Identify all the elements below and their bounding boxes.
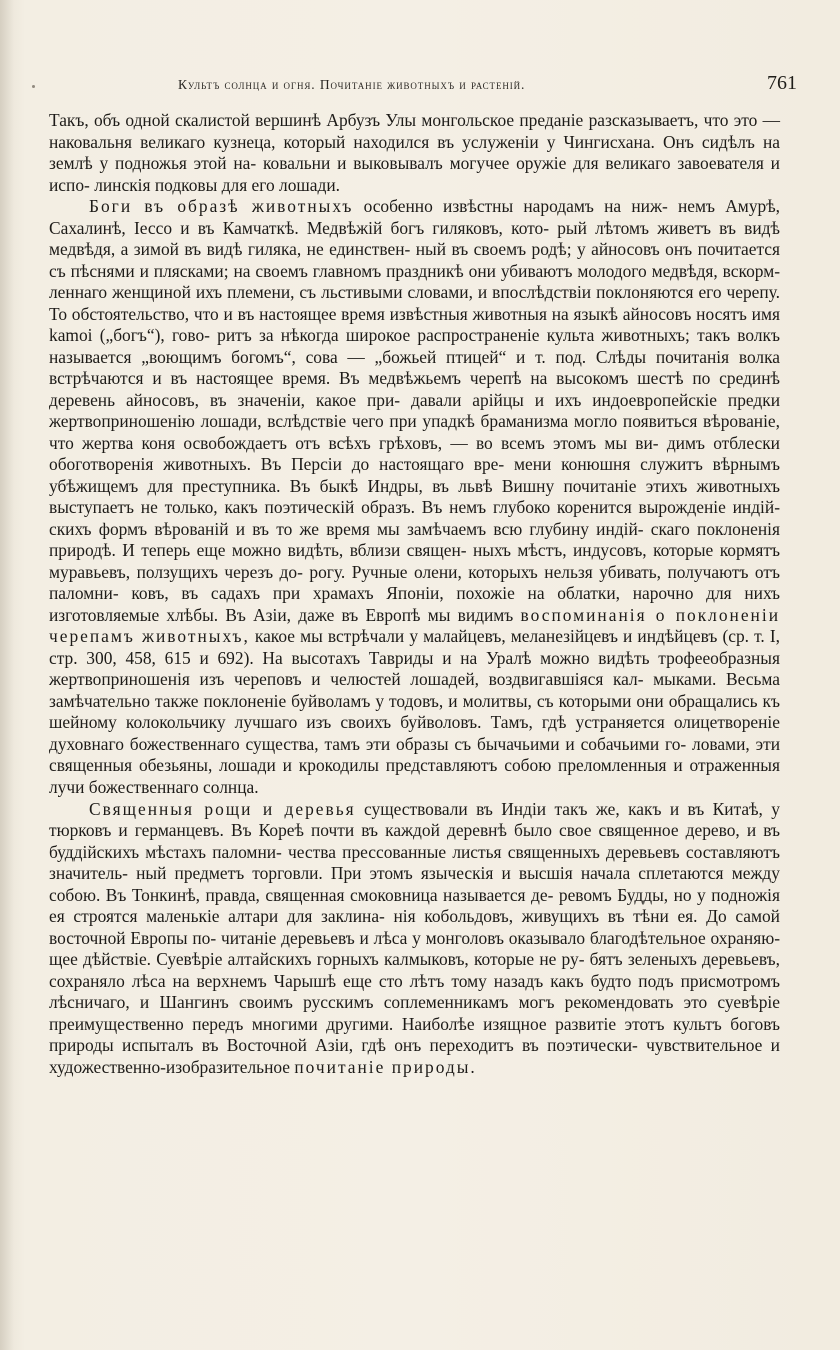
text-line: читаніе деревьевъ и лѣса у монголовъ оказывало благодѣтельное охраняю- xyxy=(220,927,780,948)
text-line: почитанія волка встрѣчаются и въ настоящее время. Въ медвѣжьемъ черепѣ xyxy=(49,346,780,389)
paragraph-1 xyxy=(49,110,780,196)
text-line: ковъ, въ садахъ при храмахъ Японіи, похожіе на облатки, нарочно для xyxy=(131,583,732,604)
paper-speck xyxy=(32,85,35,88)
text-line: разсказываетъ, что это — наковальня великаго кузнеца, который находился xyxy=(49,110,780,152)
text-line: давали арійцы и ихъ индоевропейскіе предки жертвоприношенію лошади, xyxy=(49,389,780,432)
spaced-phrase: воспоминанія о поклоненіи черепамъ животныхъ, xyxy=(49,604,781,647)
text-line: между собою. Въ Тонкинѣ, правда, священная смоковница называется де- xyxy=(49,863,780,905)
text-line: особенно извѣстны народамъ на ниж- xyxy=(353,196,668,217)
running-title: Культъ солнца и огня. Почитаніе животныхъ и растеній. xyxy=(178,77,526,92)
text-line: собою преломленныя и отраженныя лучи божественнаго солнца. xyxy=(49,755,780,797)
text-line: деревнѣ было свое священное дерево, и въ буддійскихъ мѣстахъ паломни- xyxy=(49,820,780,862)
text-line: скаго поклоненія природѣ. И теперь еще можно видѣть, вблизи священ- xyxy=(49,518,780,561)
text-line: какое мы встрѣчали xyxy=(249,626,405,647)
text-line: ный предметъ торговли. При этомъ языческія и высшія начала сплетаются xyxy=(136,863,724,884)
text-line: Такъ, объ одной скалистой вершинѣ Арбузъ Улы монгольское преданіе xyxy=(49,110,584,130)
text-line: поклоняются его черепу. То обстоятельство, что и въ настоящее время xyxy=(49,282,780,324)
text-line: бятъ зеленыхъ деревьевъ, сохраняло лѣса на верхнемъ Чарышѣ еще сто лѣтъ xyxy=(49,949,780,991)
paragraph-lead: Боги въ образѣ животныхъ xyxy=(89,196,354,217)
text-line: ревомъ Будды, но у подножія ея строятся маленькіе алтари для заклина- xyxy=(49,884,780,927)
text-line: нихъ изготовляемые хлѣбы. Въ Азіи, даже въ Европѣ мы видимъ xyxy=(49,583,780,625)
paragraph-lead: Священныя рощи и деревья xyxy=(89,798,356,819)
page-number: 761 xyxy=(767,72,797,94)
text-line: линскія подковы для его лошади. xyxy=(94,174,340,195)
text-line: нія кобольдовъ, живущихъ въ тѣни ея. До самой восточной Европы по- xyxy=(49,906,780,948)
text-line: рогу. Ручные олени, которыхъ нельзя убивать, получаютъ отъ паломни- xyxy=(49,561,780,604)
text-line: жертва коня освобождаетъ отъ всѣхъ грѣховъ, — во всемъ этомъ мы ви- xyxy=(82,432,659,453)
text-line: жертвоприношенія изъ череповъ и челюстей лошадей, воздвигавшіяся кал- xyxy=(49,669,644,690)
text-line: природы испыталъ въ Восточной Азіи, гдѣ онъ переходитъ въ поэтически- xyxy=(49,1035,638,1056)
text-line: ныхъ мѣстъ, индусовъ, которые кормятъ муравьевъ, ползущихъ черезъ до- xyxy=(49,540,780,582)
text-line: на своемъ главномъ праздникѣ они убиваютъ молодого медвѣдя, вскорм- xyxy=(233,260,780,281)
text-line: изъ своихъ буйволовъ. Тамъ, гдѣ устраняется олицетвореніе духовнаго xyxy=(49,712,780,754)
text-line: чества прессованные листья священныхъ деревьевъ составляютъ значитель- xyxy=(49,841,780,884)
text-line: существовали въ Индіи такъ же, xyxy=(355,798,620,819)
text-line: рый лѣтомъ живетъ въ видѣ медвѣдя, а зимой въ видѣ гиляка, не единствен- xyxy=(49,217,780,260)
text-line: передъ многими другими. Наиболѣе изящное развитіе этотъ культъ боговъ xyxy=(192,1013,780,1034)
paragraph-3 xyxy=(49,799,780,1079)
page-header xyxy=(45,72,797,100)
text-line: скихъ формъ вѣрованій и въ то же время мы замѣчаемъ всю глубину индій- xyxy=(49,518,644,539)
text-line: въ услуженіи у Чингисхана. Онъ сидѣлъ на землѣ у подножья этой на- xyxy=(49,131,780,174)
text-line: димъ отблески обоготворенія животныхъ. Въ Персіи до настоящаго вре- xyxy=(49,432,780,475)
text-line: божественнаго существа, тамъ эти образы съ бычачьими и собачьими го- xyxy=(129,733,687,754)
text-line: ритъ за нѣкогда широкое распространеніе культа животныхъ; такъ волкъ xyxy=(217,325,780,346)
text-line: молитвы, съ которыми они обращались къ шейному колокольчику лучшаго xyxy=(49,690,780,733)
spine-shadow xyxy=(0,0,14,1350)
text-line: извѣстныя животныя на языкѣ айносовъ носятъ имя kamoi („богъ“), гово- xyxy=(49,303,780,346)
text-line: у малайцевъ, меланезійцевъ и индѣйцевъ (ср. т. I, стр. 300, 458, 615 и xyxy=(49,626,780,668)
text-line: чувствительное и художественно-изобразительное xyxy=(49,1035,780,1077)
text-line: на высокомъ шестѣ по срединѣ деревень айносовъ, въ значеніи, какое при- xyxy=(49,368,780,410)
paragraph-2 xyxy=(49,196,780,798)
text-line: ловами, эти священныя обезьяны, лошади и крокодилы представляютъ xyxy=(49,733,780,776)
text-line: немъ Амурѣ, Сахалинѣ, Іессо и въ Камчаткѣ. Медвѣжій богъ гиляковъ, кото- xyxy=(49,196,780,238)
text-line: 692). На высотахъ Тавриды и на Уралѣ можно видѣть трофееобразныя xyxy=(217,647,780,668)
spaced-phrase: почитаніе природы. xyxy=(294,1056,477,1077)
text-line: какъ и въ Китаѣ, у тюрковъ и германцевъ. Въ Кореѣ почти въ каждой xyxy=(49,798,780,841)
text-line: какъ поэтическій образъ. Въ немъ глубоко коренится вырожденіе индій- xyxy=(224,497,780,518)
text-body xyxy=(49,110,780,1078)
text-line: вслѣдствіе чего при упадкѣ браманизма могло появиться вѣрованіе, что xyxy=(49,411,780,453)
text-line: ный въ своемъ родѣ; у айносовъ онъ почитается съ пѣснями и плясками; xyxy=(49,239,780,281)
text-line: тому назадъ какъ будто подъ присмотромъ лѣсничаго, и Шангинъ своимъ xyxy=(49,970,780,1013)
text-line: мени конюшня служитъ вѣрнымъ убѣжищемъ для преступника. Въ быкѣ xyxy=(49,454,780,496)
text-line: называется „воющимъ богомъ“, сова — „божьей птицей“ и т. под. Слѣды xyxy=(49,346,647,367)
text-line: леннаго женщиной ихъ племени, съ льстивыми словами, и впослѣдствіи xyxy=(49,282,592,303)
text-line: русскимъ соплеменникамъ могъ рекомендовать это суевѣріе преимущественно xyxy=(49,992,780,1034)
text-line: Индры, въ львѣ Вишну почитаніе этихъ животныхъ выступаетъ не только, xyxy=(49,475,780,518)
text-line: ковальни и выковывалъ могучее оружіе для великаго завоевателя и испо- xyxy=(49,153,780,195)
text-line: щее дѣйствіе. Суевѣріе алтайскихъ горныхъ калмыковъ, которые не ру- xyxy=(49,949,585,970)
text-line: мыками. Весьма замѣчательно также поклоненіе буйволамъ у тодовъ, и xyxy=(49,669,781,711)
